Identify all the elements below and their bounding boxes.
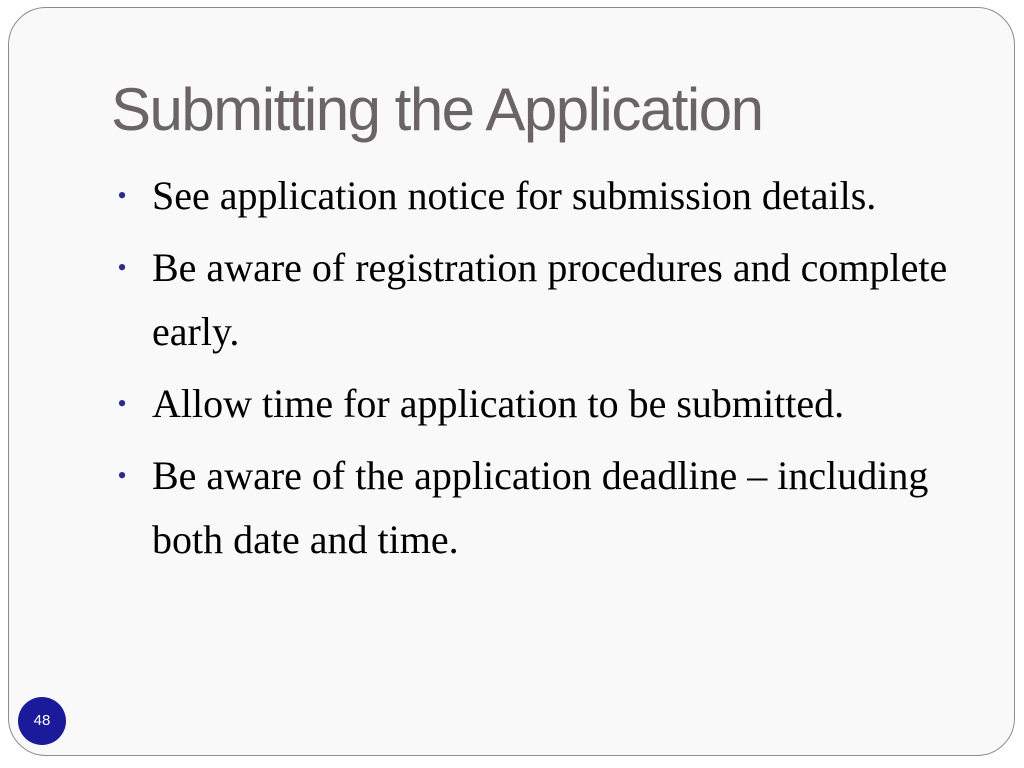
bullet-item: [112, 236, 972, 364]
bullet-text: See application notice for submission details.: [152, 173, 877, 218]
bullet-dot-icon: •: [117, 389, 127, 418]
bullet-dot-icon: •: [117, 253, 127, 282]
bullet-item: [112, 164, 972, 228]
bullet-dot-icon: •: [117, 181, 127, 210]
slide-title: Submitting the Application: [111, 76, 763, 143]
bullet-text: Be aware of registration procedures and complete early.: [152, 245, 948, 354]
bullet-text: Be aware of the application deadline – including both date and time.: [152, 453, 929, 562]
bullet-item: [112, 444, 972, 572]
page-number-badge: 48: [18, 697, 66, 745]
bullet-dot-icon: •: [117, 461, 127, 490]
bullet-list: [112, 164, 972, 580]
bullet-text: Allow time for application to be submitted.: [152, 381, 845, 426]
bullet-item: [112, 372, 972, 436]
